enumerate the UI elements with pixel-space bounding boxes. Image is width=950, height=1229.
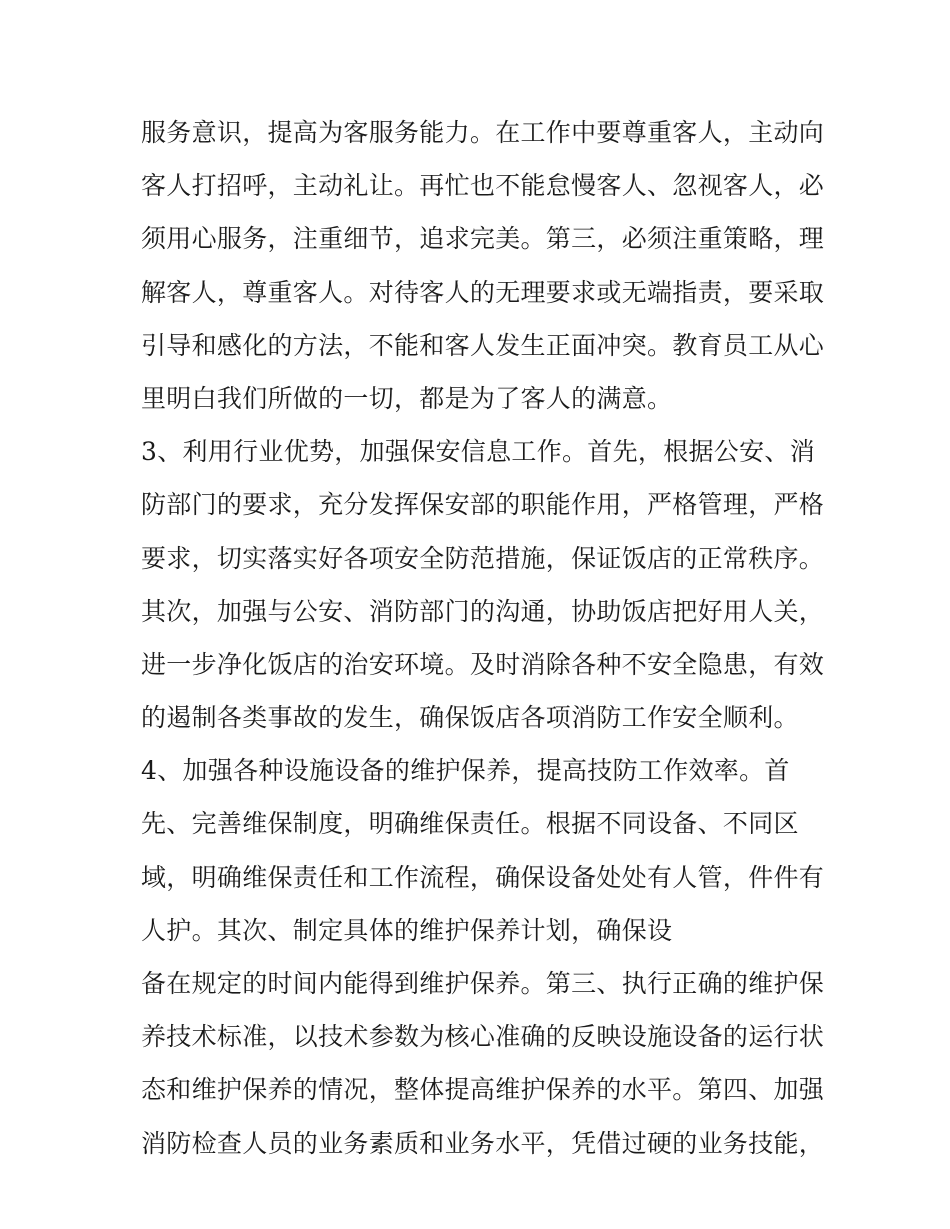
text-line: 引导和感化的方法，不能和客人发生正面冲突。教育员工从心 [141,330,825,360]
text-line: 其次，加强与公安、消防部门的沟通，协助饭店把好用人关， [141,596,825,626]
text-line: 态和维护保养的情况，整体提高维护保养的水平。第四、加强 [141,1075,825,1105]
text-line: 服务意识，提高为客服务能力。在工作中要尊重客人，主动向 [141,118,825,147]
text-line: 客人打招呼，主动礼让。再忙也不能怠慢客人、忽视客人，必 [141,171,825,201]
text-line: 解客人，尊重客人。对待客人的无理要求或无端指责，要采取 [141,277,825,307]
text-line: 要求，切实落实好各项安全防范措施，保证饭店的正常秩序。 [141,543,825,573]
text-line: 备在规定的时间内能得到维护保养。第三、执行正确的维护保 [141,969,825,998]
text-line: 4、加强各种设施设备的维护保养，提高技防工作效率。首 [141,756,790,786]
text-line: 先、完善维保制度，明确维保责任。根据不同设备、不同区 [141,809,799,839]
text-line: 的遏制各类事故的发生，确保饭店各项消防工作安全顺利。 [141,703,799,733]
text-line: 里明白我们所做的一切，都是为了客人的满意。 [141,383,673,413]
text-line: 域，明确维保责任和工作流程，确保设备处处有人管，件件有 [141,862,825,892]
text-line: 养技术标准，以技术参数为核心准确的反映设施设备的运行状 [141,1022,825,1052]
body-text [141,106,825,1170]
text-line: 3、利用行业优势，加强保安信息工作。首先，根据公安、消 [141,437,816,467]
text-line: 进一步净化饭店的治安环境。及时消除各种不安全隐患，有效 [141,649,825,679]
text-line: 消防检查人员的业务素质和业务水平，凭借过硬的业务技能， [141,1128,825,1158]
text-line: 须用心服务，注重细节，追求完美。第三，必须注重策略，理 [141,224,825,254]
text-line: 人护。其次、制定具体的维护保养计划，确保设 [141,915,673,945]
text-line: 防部门的要求，充分发挥保安部的职能作用，严格管理，严格 [141,490,825,520]
